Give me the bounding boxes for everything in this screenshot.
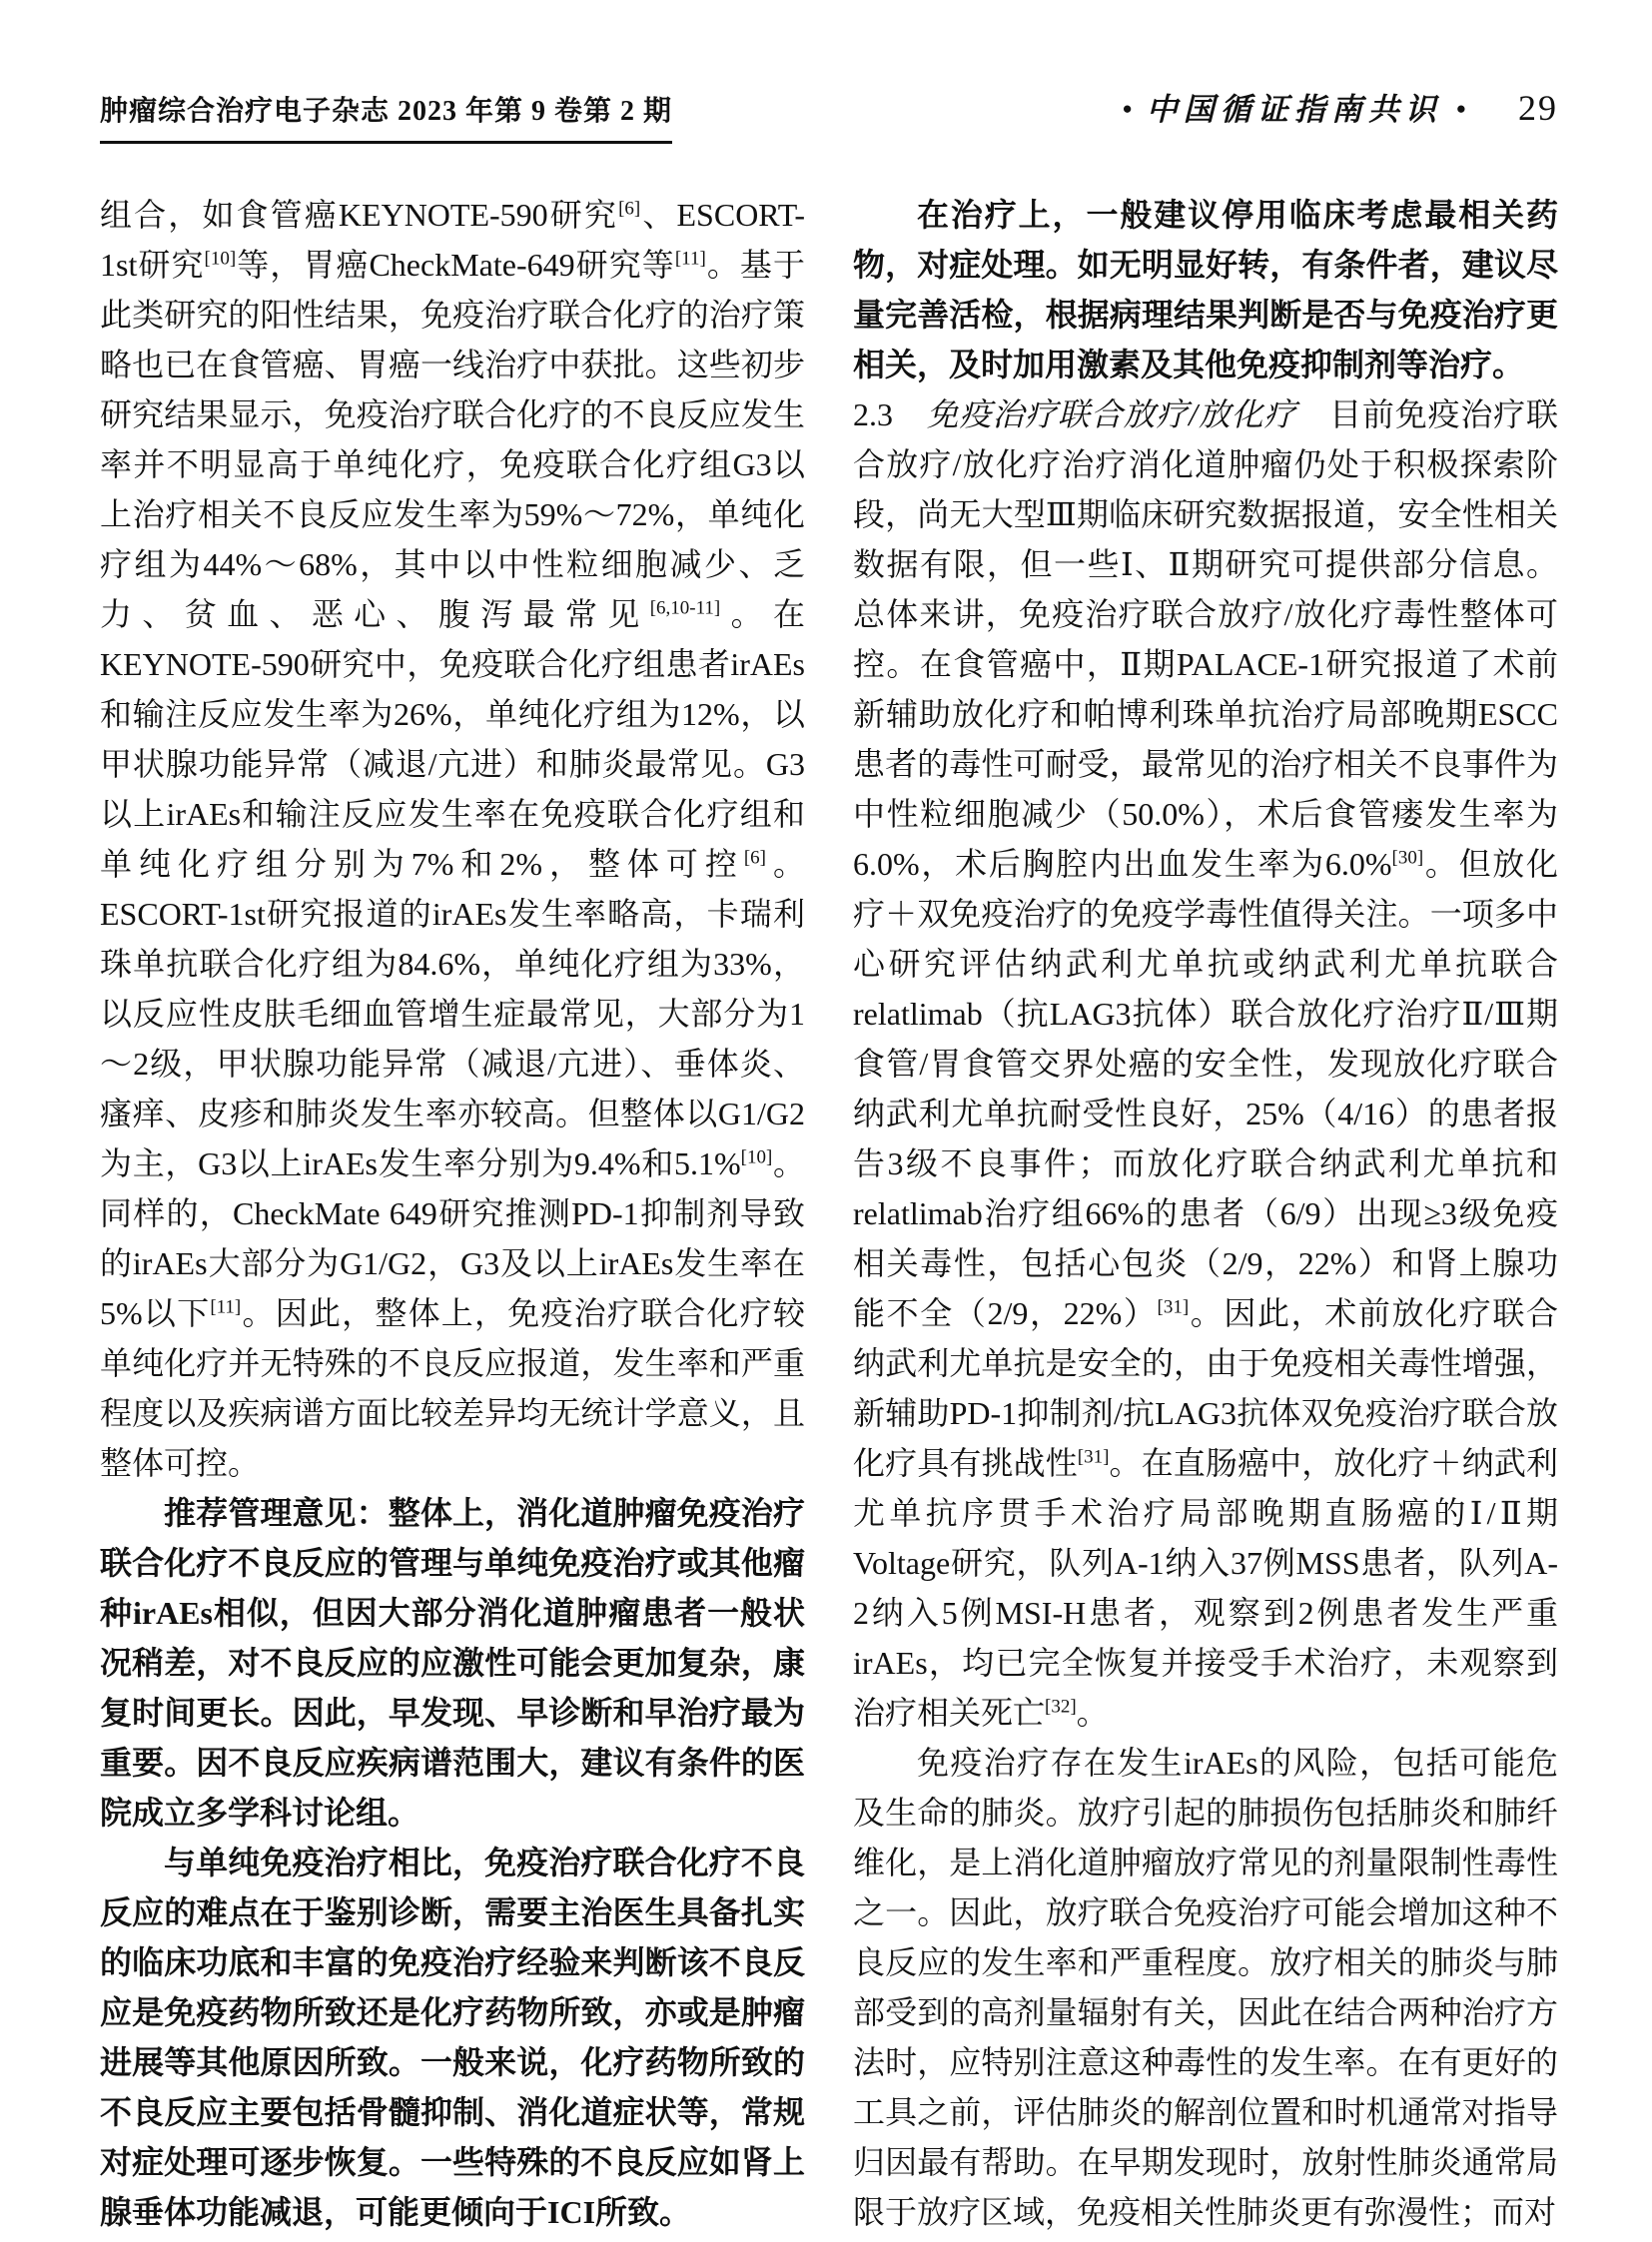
journal-title: 肿瘤综合治疗电子杂志 2023 年第 9 卷第 2 期 <box>100 89 672 144</box>
paragraph <box>100 190 805 1488</box>
page-number: 29 <box>1518 88 1558 128</box>
text-run: 。ESCORT-1st研究报道的irAEs发生率略高，卡瑞利珠单抗联合化疗组为84.6%，单纯化疗组为33%，以反应性皮肤毛细血管增生症最常见，大部分为1～2级，甲状腺功能异常（减退/亢进）、垂体炎、瘙痒、皮疹和肺炎发生率亦较高。但整体以G1/G2为主，G3以上irAEs发生率分别为9.4%和5.1% <box>100 846 805 1181</box>
left-column <box>100 190 805 2237</box>
text-run: 在治疗上，一般建议停用临床考虑最相关药物，对症处理。如无明显好转，有条件者，建议尽量完善活检，根据病理结果判断是否与免疫治疗更相关，及时加用激素及其他免疫抑制剂等治疗。 <box>853 197 1558 382</box>
header-right <box>1122 84 1558 129</box>
text-run: 与单纯免疫治疗相比，免疫治疗联合化疗不良反应的难点在于鉴别诊断，需要主治医生具备扎实的临床功底和丰富的免疫治疗经验来判断该不良反应是免疫药物所致还是化疗药物所致，亦或是肿瘤进展等其他原因所致。一般来说，化疗药物所致的不良反应主要包括骨髓抑制、消化道症状等，常规对症处理可逐步恢复。一些特殊的不良反应如肾上腺垂体功能减退，可能更倾向于ICI所致。 <box>100 1845 805 2230</box>
reference-marker: [6] <box>743 847 766 869</box>
text-run: 、ESCORT-1st研究 <box>100 197 805 283</box>
reference-marker: [6,10-11] <box>649 597 721 619</box>
text-run: 目前免疫治疗联合放疗/放化疗治疗消化道肿瘤仍处于积极探索阶段，尚无大型Ⅲ期临床研究数据报道，安全性相关数据有限，但一些Ⅰ、Ⅱ期研究可提供部分信息。总体来讲，免疫治疗联合放疗/放化疗毒性整体可控。在食管癌中，Ⅱ期PALACE-1研究报道了术前新辅助放化疗和帕博利珠单抗治疗局部晚期ESCC患者的毒性可耐受，最常见的治疗相关不良事件为中性粒细胞减少（50.0%），术后食管瘘发生率为6.0%，术后胸腔内出血发生率为6.0% <box>853 396 1558 882</box>
reference-marker: [11] <box>674 248 706 270</box>
right-column <box>853 190 1558 2237</box>
reference-marker: [10] <box>740 1146 773 1168</box>
paragraph <box>853 389 1558 1738</box>
text-run: 免疫治疗存在发生irAEs的风险，包括可能危及生命的肺炎。放疗引起的肺损伤包括肺炎和肺纤维化，是上消化道肿瘤放疗常见的剂量限制性毒性之一。因此，放疗联合免疫治疗可能会增加这种不良反应的发生率和严重程度。放疗相关的肺炎与肺部受到的高剂量辐射有关，因此在结合两种治疗方法时，应特别注意这种毒性的发生率。在有更好的工具之前，评估肺炎的解剖位置和时机通常对指导归因最有帮助。在早期发现时，放射性肺炎通常局限于放疗区域，免疫相关性肺炎更有弥漫性；而对 <box>853 1745 1558 2230</box>
page-header <box>100 84 1558 144</box>
reference-marker: [32] <box>1045 1696 1077 1718</box>
paragraph <box>100 1488 805 1838</box>
text-run: 。在KEYNOTE-590研究中，免疫联合化疗组患者irAEs和输注反应发生率为26%，单纯化疗组为12%，以甲状腺功能异常（减退/亢进）和肺炎最常见。G3以上irAEs和输注反应发生率在免疫联合化疗组和单纯化疗组分别为7%和2%，整体可控 <box>100 596 805 882</box>
reference-marker: [6] <box>618 198 641 220</box>
reference-marker: [10] <box>204 248 237 270</box>
text-run: 。同样的，CheckMate 649研究推测PD-1抑制剂导致的irAEs大部分为G1/G2，G3及以上irAEs发生率在5%以下 <box>100 1145 805 1331</box>
paragraph <box>853 190 1558 389</box>
text-run: 。在直肠癌中，放化疗＋纳武利尤单抗序贯手术治疗局部晚期直肠癌的Ⅰ/Ⅱ期Voltage研究，队列A-1纳入37例MSS患者，队列A-2纳入5例MSI-H患者，观察到2例患者发生严重irAEs，均已完全恢复并接受手术治疗，未观察到治疗相关死亡 <box>853 1445 1558 1731</box>
text-run: 组合，如食管癌KEYNOTE-590研究 <box>100 197 619 233</box>
reference-marker: [31] <box>1077 1446 1110 1468</box>
text-run: 。基于此类研究的阳性结果，免疫治疗联合化疗的治疗策略也已在食管癌、胃癌一线治疗中获批。这些初步研究结果显示，免疫治疗联合化疗的不良反应发生率并不明显高于单纯化疗，免疫联合化疗组G3以上治疗相关不良反应发生率为59%～72%，单纯化疗组为44%～68%，其中以中性粒细胞减少、乏力、贫血、恶心、腹泻最常见 <box>100 247 805 632</box>
text-run: 推荐管理意见：整体上，消化道肿瘤免疫治疗联合化疗不良反应的管理与单纯免疫治疗或其他瘤种irAEs相似，但因大部分消化道肿瘤患者一般状况稍差，对不良反应的应激性可能会更加复杂，康复时间更长。因此，早发现、早诊断和早治疗最为重要。因不良反应疾病谱范围大，建议有条件的医院成立多学科讨论组。 <box>100 1495 805 1831</box>
text-run: 等，胃癌CheckMate-649研究等 <box>236 247 675 283</box>
paragraph <box>853 1738 1558 2237</box>
text-run: 免疫治疗联合放疗/放化疗 <box>926 396 1297 432</box>
text-run: 2.3 <box>853 396 927 432</box>
reference-marker: [30] <box>1391 847 1424 869</box>
column-section-title: 中国循证指南共识 <box>1146 92 1442 127</box>
reference-marker: [31] <box>1157 1296 1190 1318</box>
body-columns <box>100 190 1558 2237</box>
text-run: 。因此，整体上，免疫治疗联合化疗较单纯化疗并无特殊的不良反应报道，发生率和严重程度以及疾病谱方面比较差异均无统计学意义，且整体可控。 <box>100 1295 805 1481</box>
text-run: 。因此，术前放化疗联合纳武利尤单抗是安全的，由于免疫相关毒性增强，新辅助PD-1抑制剂/抗LAG3抗体双免疫治疗联合放化疗具有挑战性 <box>853 1295 1558 1481</box>
reference-marker: [11] <box>210 1296 242 1318</box>
paragraph <box>100 1838 805 2237</box>
bullet-icon: ● <box>1122 99 1133 118</box>
text-run: 。但放化疗＋双免疫治疗的免疫学毒性值得关注。一项多中心研究评估纳武利尤单抗或纳武利尤单抗联合relatlimab（抗LAG3抗体）联合放化疗治疗Ⅱ/Ⅲ期食管/胃食管交界处癌的安全性，发现放化疗联合纳武利尤单抗耐受性良好，25%（4/16）的患者报告3级不良事件；而放化疗联合纳武利尤单抗和relatlimab治疗组66%的患者（6/9）出现≥3级免疫相关毒性，包括心包炎（2/9，22%）和肾上腺功能不全（2/9，22%） <box>853 846 1558 1331</box>
text-run: 。 <box>1076 1695 1109 1731</box>
bullet-icon: ● <box>1455 99 1466 118</box>
